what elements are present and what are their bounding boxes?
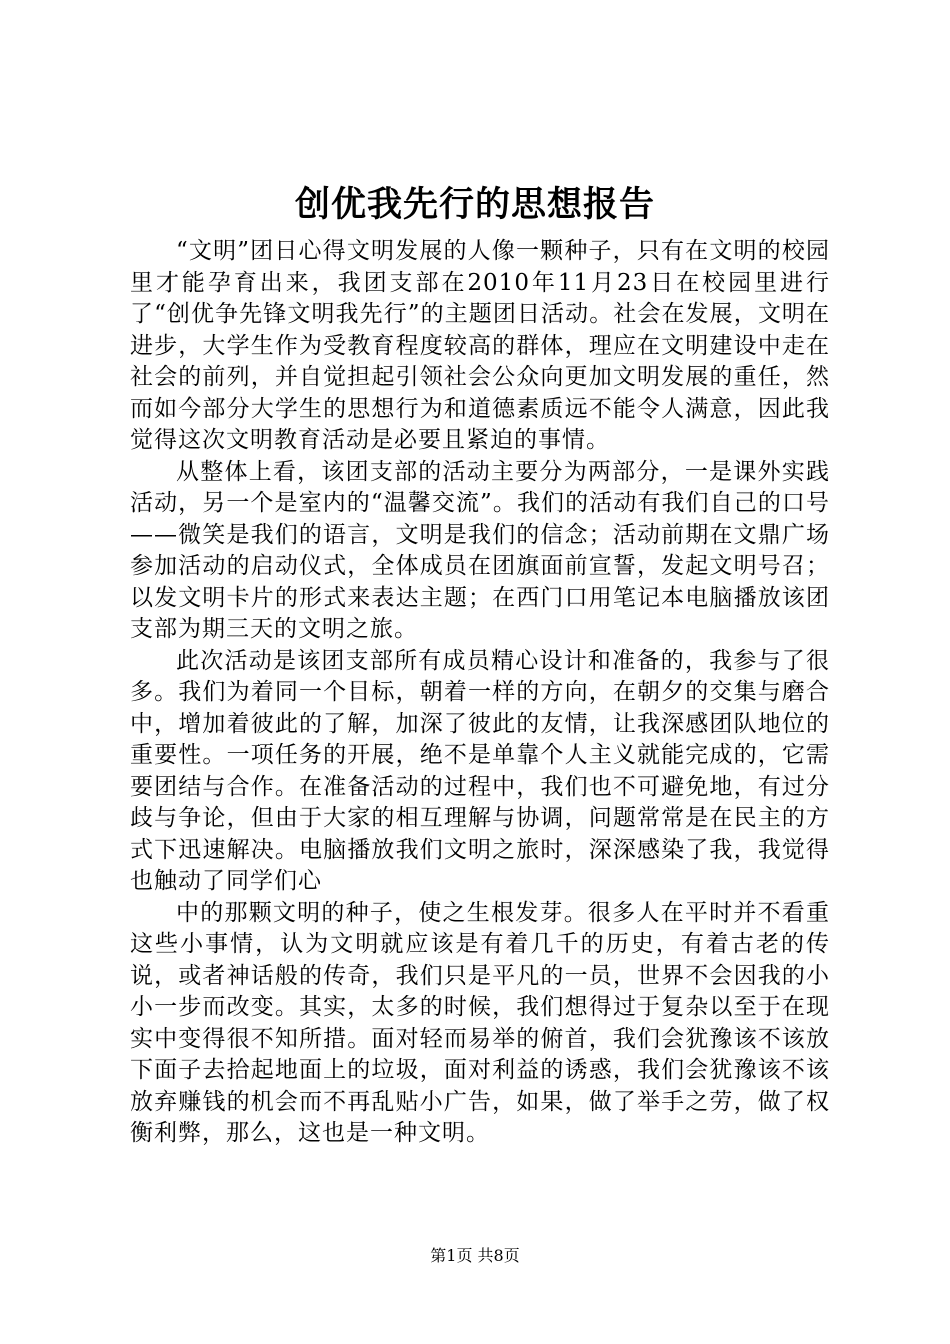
paragraph-3: 此次活动是该团支部所有成员精心设计和准备的，我参与了很多。我们为着同一个目标，朝着一样的方向，在朝夕的交集与磨合中，增加着彼此的了解，加深了彼此的友情，让我深感团队地位的重要性。一项任务的开展，绝不是单靠个人主义就能完成的，它需要团结与合作。在准备活动的过程中，我们也不可避免地，有过分歧与争论，但由于大家的相互理解与协调，问题常常是在民主的方式下迅速解决。电脑播放我们文明之旅时，深深感染了我，我觉得也触动了同学们心 — [130, 647, 830, 894]
paragraph-2: 从整体上看，该团支部的活动主要分为两部分，一是课外实践活动，另一个是室内的“温馨交流”。我们的活动有我们自己的口号——微笑是我们的语言，文明是我们的信念；活动前期在文鼎广场参加活动的启动仪式，全体成员在团旗面前宣誓，发起文明号召；以发文明卡片的形式来表达主题；在西门口用笔记本电脑播放该团支部为期三天的文明之旅。 — [130, 458, 830, 642]
paragraph-1: “文明”团日心得文明发展的人像一颗种子，只有在文明的校园里才能孕育出来，我团支部在2010年11月23日在校园里进行了“创优争先锋文明我先行”的主题团日活动。社会在发展，文明在进步，大学生作为受教育程度较高的群体，理应在文明建设中走在社会的前列，并自觉担起引领社会公众向更加文明发展的重任，然而如今部分大学生的思想行为和道德素质远不能令人满意，因此我觉得这次文明教育活动是必要且紧迫的事情。 — [130, 238, 830, 453]
paragraph-4: 中的那颗文明的种子，使之生根发芽。很多人在平时并不看重这些小事情，认为文明就应该是有着几千的历史，有着古老的传说，或者神话般的传奇，我们只是平凡的一员，世界不会因我的小小一步而改变。其实，太多的时候，我们想得过于复杂以至于在现实中变得很不知所措。面对轻而易举的俯首，我们会犹豫该不该放下面子去拾起地面上的垃圾，面对利益的诱惑，我们会犹豫该不该放弃赚钱的机会而不再乱贴小广告，如果，做了举手之劳，做了权衡利弊，那么，这也是一种文明。 — [130, 899, 830, 1146]
page-number-footer: 第1页 共8页 — [430, 1246, 520, 1265]
document-title: 创优我先行的思想报告 — [294, 184, 655, 225]
document-body — [130, 236, 830, 1150]
